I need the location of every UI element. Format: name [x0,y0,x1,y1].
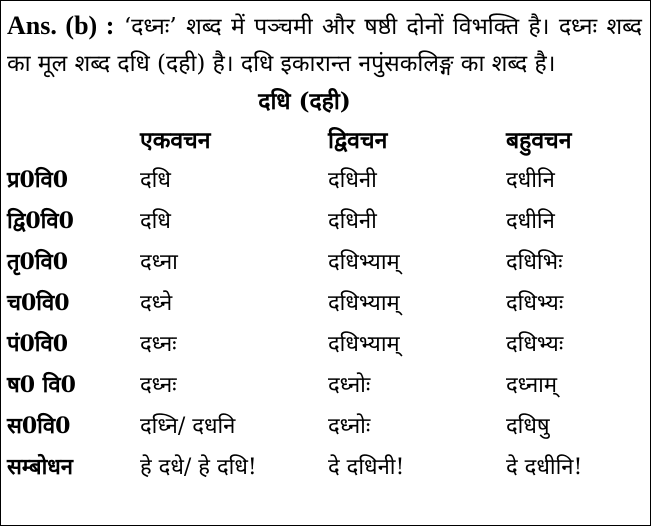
form-plural: दधिभ्यः [506,290,564,316]
form-singular: दध्ना [140,249,178,275]
form-dual: दधिभ्याम् [328,249,400,275]
table-row [7,158,642,199]
form-singular: दध्नि/ दधनि [140,413,236,439]
case-label: द्वि0वि0 [7,207,74,234]
form-singular: हे दधे/ हे दधि! [140,454,257,480]
form-plural: दधीनि [506,208,555,234]
form-plural: दधिभिः [506,249,563,275]
answer-line-3: का शब्द है। [460,51,556,77]
form-dual: दध्नोः [328,372,371,398]
form-plural: दध्नाम् [506,372,558,398]
form-dual: दधिभ्याम् [328,290,400,316]
table-row [7,404,642,445]
form-singular: दध्ने [140,290,173,316]
table-row [7,363,642,404]
case-label: तृ0वि0 [7,248,69,275]
form-plural: दधीनि [506,167,555,193]
form-dual: दधिनी [328,167,377,193]
form-dual: दे दधिनी! [328,454,405,480]
table-row [7,240,642,281]
table-row [7,199,642,240]
form-singular: दध्नः [140,372,177,398]
answer-paragraph [7,7,642,83]
form-singular: दधि [140,208,171,234]
declension-title: दधि (दही) [258,88,351,115]
answer-label: Ans. (b) : [7,11,115,40]
case-label: सम्बोधन [7,453,74,480]
form-plural: दधिषु [506,413,550,439]
answer-line-2: दध्नः शब्द का मूल शब्द दधि (दही) है। दधि इकारान्त नपुंसकलिङ्ग [7,14,642,77]
table-row [7,281,642,322]
form-singular: दध्नः [140,331,177,357]
header-plural: बहुवचन [506,127,572,154]
header-empty [7,120,140,158]
case-label: स0वि0 [7,412,71,439]
case-label: ष0 वि0 [7,371,76,398]
answer-line-1: ‘दध्नः’ शब्द में पञ्चमी और षष्ठी दोनों विभक्ति है। [123,14,550,40]
form-singular: दधि [140,167,171,193]
form-dual: दधिभ्याम् [328,331,400,357]
case-label: प्र0वि0 [7,166,69,193]
header-dual: द्विवचन [328,127,388,154]
header-row [7,120,642,158]
table-row [7,322,642,363]
declension-table [7,120,642,486]
form-dual: दधिनी [328,208,377,234]
form-plural: दे दधीनि! [506,454,583,480]
header-singular: एकवचन [140,127,211,154]
table-row [7,445,642,486]
form-dual: दध्नोः [328,413,371,439]
case-label: च0वि0 [7,289,70,316]
case-label: पं0वि0 [7,330,69,357]
form-plural: दधिभ्यः [506,331,564,357]
